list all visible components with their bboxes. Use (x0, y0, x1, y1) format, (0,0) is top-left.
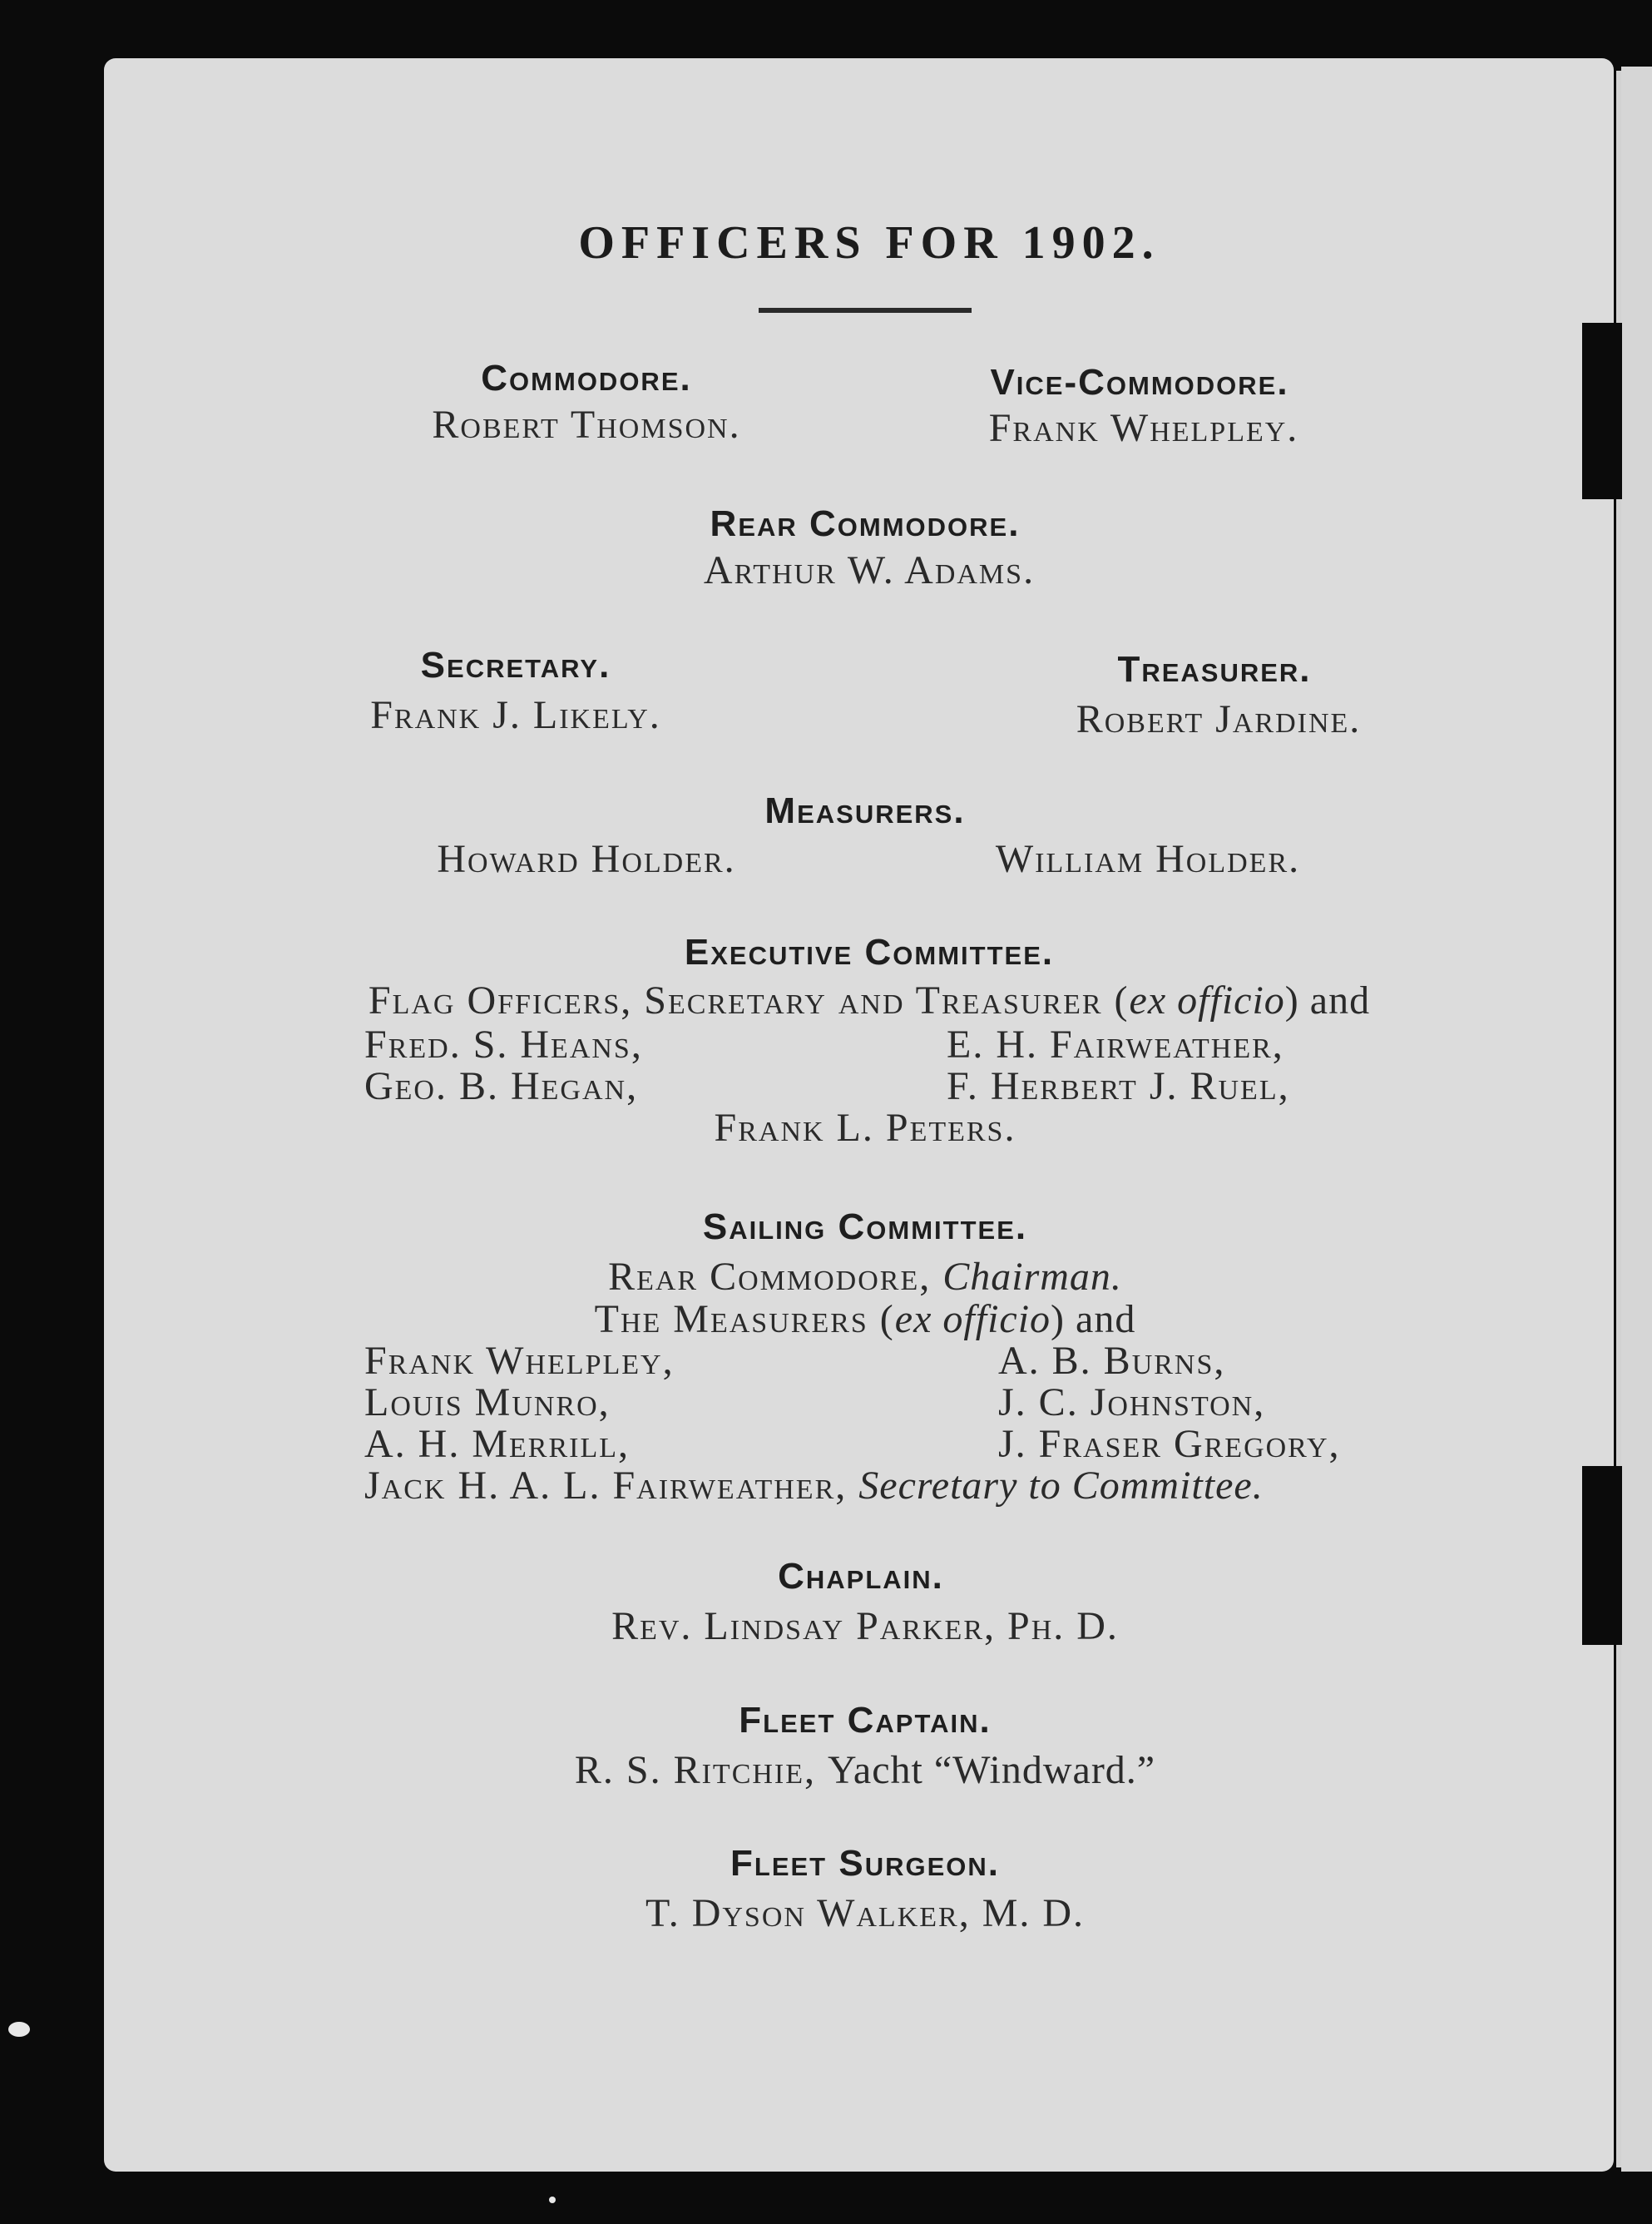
sailing-chair-role: Chairman. (942, 1255, 1122, 1299)
page-title: OFFICERS FOR 1902. (578, 217, 1160, 269)
sailing-chair-name: Rear Commodore, (608, 1255, 943, 1299)
scan-speck (549, 2197, 556, 2203)
sailing-member-left: Frank Whelpley, (364, 1339, 675, 1383)
fleet-captain-line (575, 1747, 1155, 1793)
measurers-heading: Measurers. (764, 790, 966, 831)
rear-commodore-heading: Rear Commodore. (710, 503, 1021, 544)
sailing-measurers-italic: ex officio (894, 1297, 1051, 1341)
vice-commodore-heading: Vice-Commodore. (990, 362, 1289, 403)
sailing-member-right: J. C. Johnston, (998, 1380, 1266, 1424)
sailing-chairman (608, 1254, 1122, 1300)
sailing-committee-heading: Sailing Committee. (702, 1206, 1028, 1247)
facing-page-edge (1621, 67, 1652, 2172)
measurer-name: Howard Holder. (437, 837, 736, 881)
sailing-secretary-name: Jack H. A. L. Fairweather, (364, 1464, 859, 1508)
executive-intro-italic: ex officio (1129, 978, 1285, 1023)
fleet-surgeon-name: T. Dyson Walker, M. D. (645, 1891, 1086, 1935)
chaplain-name: Rev. Lindsay Parker, Ph. D. (611, 1604, 1119, 1648)
executive-committee-heading: Executive Committee. (684, 932, 1055, 973)
sailing-measurers-post: ) and (1051, 1297, 1136, 1341)
sailing-measurers-line (595, 1296, 1136, 1342)
executive-member-left: Geo. B. Hegan, (364, 1064, 639, 1108)
executive-member-right: F. Herbert J. Ruel, (947, 1064, 1290, 1108)
executive-committee-intro (368, 978, 1370, 1023)
treasurer-heading: Treasurer. (1117, 649, 1312, 690)
executive-member-right: E. H. Fairweather, (947, 1023, 1284, 1067)
executive-member-left: Fred. S. Heans, (364, 1023, 643, 1067)
fleet-captain-heading: Fleet Captain. (739, 1700, 992, 1741)
executive-intro-pre: Flag Officers, Secretary and Treasurer ( (368, 978, 1130, 1023)
sailing-secretary-role: Secretary to Committee. (858, 1464, 1264, 1508)
margin-tab-upper (1582, 323, 1622, 499)
fleet-surgeon-heading: Fleet Surgeon. (730, 1843, 1000, 1884)
commodore-name: Robert Thomson. (432, 403, 741, 447)
sailing-member-left: Louis Munro, (364, 1380, 611, 1424)
sailing-secretary-line (364, 1463, 1264, 1508)
commodore-heading: Commodore. (481, 358, 692, 399)
margin-tab-lower (1582, 1466, 1622, 1645)
sailing-measurers-pre: The Measurers ( (594, 1297, 895, 1341)
vice-commodore-name: Frank Whelpley. (988, 406, 1299, 450)
scan-speck (8, 2022, 30, 2037)
executive-intro-post: ) and (1284, 978, 1371, 1023)
title-rule (759, 308, 972, 313)
executive-member-last: Frank L. Peters. (714, 1106, 1016, 1150)
sailing-member-right: J. Fraser Gregory, (998, 1422, 1341, 1466)
sailing-member-left: A. H. Merrill, (364, 1422, 630, 1466)
fleet-captain-name: R. S. Ritchie, (574, 1748, 828, 1792)
sailing-member-right: A. B. Burns, (998, 1339, 1226, 1383)
fleet-captain-yacht: Yacht “Windward.” (828, 1748, 1156, 1792)
chaplain-heading: Chaplain. (778, 1556, 944, 1597)
measurer-name: William Holder. (995, 837, 1301, 881)
secretary-heading: Secretary. (420, 645, 611, 686)
treasurer-name: Robert Jardine. (1076, 697, 1362, 741)
secretary-name: Frank J. Likely. (370, 693, 661, 737)
rear-commodore-name: Arthur W. Adams. (703, 548, 1036, 592)
